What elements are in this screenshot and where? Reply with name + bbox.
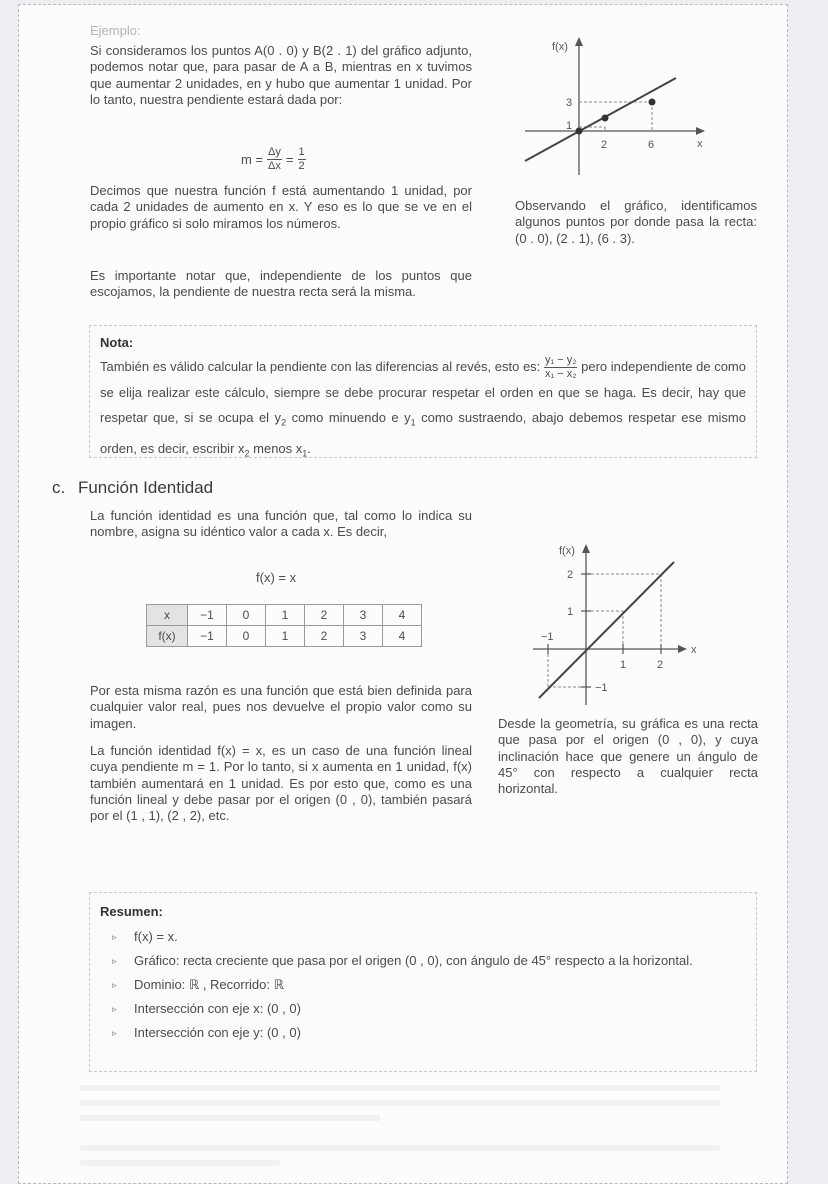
list-item [112,929,742,945]
list-item [112,1001,742,1017]
table-cell: 0 [227,626,266,647]
note-box [89,325,757,458]
table-cell: 0 [227,605,266,626]
identity-formula: f(x) = x [256,570,297,585]
y-tick-3: 3 [566,97,573,109]
subscript: 1 [302,448,308,459]
example-label: Ejemplo: [90,23,141,38]
table-cell: 1 [266,605,305,626]
subscript: 2 [244,448,250,459]
slope-formula [241,147,306,172]
triangle-bullet-icon: ▹ [112,932,117,942]
x-tick-neg1: −1 [541,631,554,643]
note-line1-end: pero [581,359,608,374]
table-row [147,605,422,626]
note-text-part: . [307,440,311,456]
summary-title: Resumen: [100,904,163,919]
values-table [146,604,422,647]
formula-lhs: m = [241,152,264,167]
table-cell: 2 [305,626,344,647]
subscript: 1 [410,417,416,428]
bleed-through-line [80,1115,380,1121]
x-tick-2: 2 [657,659,664,671]
table-cell: −1 [188,626,227,647]
y-axis-label: f(x) [559,545,575,557]
identity-paragraph-2: La función identidad f(x) = x, es un caso de una función lineal cuya pendiente m = 1. Por lo tanto, si x aumenta en 1 unidad, f(x) también aumentará en 1 unidad. Es por esto que, como es una función lineal y debe pasar por el origen (0 , 0), también pasará por el (1 , 1), (2 , 2), etc. [90,743,472,824]
fraction-denominator: Δx [268,160,281,172]
section-title: Función Identidad [77,478,214,497]
fraction-numerator: 1 [298,146,305,158]
note-text-part: independiente de como se elija realizar este cálculo, siempre se debe procurar respetar el orden en que se haga. Es decir, hay que respetar que, si se ocupa el y [100,359,746,426]
note-text-part: menos x [249,440,303,456]
bleed-through-line [80,1100,720,1106]
triangle-bullet-icon: ▹ [112,1004,117,1014]
fraction-denominator: 2 [298,160,305,172]
graph-1-caption: Observando el gráfico, identificamos algunos puntos por donde pasa la recta: (0 . 0), (2 . 1), (6 . 3). [515,198,757,246]
list-item [112,953,742,969]
note-text-part: como sustraendo, abajo debemos respetar ese mismo orden, es decir, escribir x [100,410,746,456]
table-cell: 4 [383,605,422,626]
x-tick-6: 6 [648,139,655,151]
list-item-text: f(x) = x. [134,929,178,944]
example-paragraph-1: Si consideramos los puntos A(0 . 0) y B(2 . 1) del gráfico adjunto, podemos notar que, para pasar de A a B, mientras en x tuvimos que aumentar 2 unidades, en y hubo que aumentar 1 unidad. Por lo tanto, nuestra pendiente estará dada por: [90,43,472,107]
example-paragraph-3: Es importante notar que, independiente de los puntos que escojamos, la pendiente de nuestra recta será la misma. [90,268,472,300]
note-text-part: como minuendo e y [286,410,411,426]
note-fraction [544,355,578,380]
x-tick-2: 2 [601,139,608,151]
y-tick-neg1: −1 [595,682,608,694]
list-item-text: Intersección con eje x: (0 , 0) [134,1001,301,1016]
table-cell: −1 [188,605,227,626]
identity-graph [515,535,725,705]
graph-2-caption: Desde la geometría, su gráfica es una recta que pasa por el origen (0 , 0), y cuya inclinación hace que genere un ángulo de 45° con respecto a cualquier recta horizontal. [498,716,758,797]
example-paragraph-2: Decimos que nuestra función f está aumentando 1 unidad, por cada 2 unidades de aumento en x. Y eso es lo que se ve en el propio gráfico si solo miramos los números. [90,183,472,231]
bleed-through-line [80,1085,720,1091]
subscript: 2 [281,417,287,428]
fraction-numerator: Δy [268,146,281,158]
fraction-numerator: y₁ − y₂ [544,354,577,367]
identity-paragraph-1: Por esta misma razón es una función que está bien definida para cualquier valor real, pues nos devuelve el propio valor como su imagen. [90,683,472,731]
list-item-text: Dominio: ℝ , Recorrido: ℝ [134,977,284,992]
table-row [147,626,422,647]
table-header-cell: x [147,605,188,626]
table-cell: 4 [383,626,422,647]
identity-intro: La función identidad es una función que, tal como lo indica su nombre, asigna su idéntico valor a cada x. Es decir, [90,508,472,540]
list-item-text: Intersección con eje y: (0 , 0) [134,1025,301,1040]
note-text [100,354,746,466]
fraction-dy-dx [267,147,282,172]
table-cell: 3 [344,605,383,626]
summary-box [89,892,757,1072]
slope-graph [500,30,760,180]
y-axis-label: f(x) [552,41,568,53]
fraction-denominator: x₁ − x₂ [544,368,577,381]
list-item [112,977,742,993]
x-axis-label: x [691,644,697,656]
list-item-text: Gráfico: recta creciente que pasa por el origen (0 , 0), con ángulo de 45° respecto a la horizontal. [134,953,693,968]
list-item [112,1025,742,1041]
table-cell: 2 [305,605,344,626]
x-tick-1: 1 [620,659,627,671]
section-heading [52,478,213,498]
y-tick-1: 1 [567,606,574,618]
note-line1-text: También es válido calcular la pendiente con las diferencias al revés, esto es: [100,359,541,374]
bleed-through-line [80,1145,720,1151]
triangle-bullet-icon: ▹ [112,956,117,966]
note-title: Nota: [100,335,134,350]
y-tick-2: 2 [567,569,574,581]
x-axis-label: x [697,138,703,150]
bleed-through-line [80,1160,280,1166]
table-cell: 1 [266,626,305,647]
summary-list [112,929,742,1049]
triangle-bullet-icon: ▹ [112,980,117,990]
table-header-cell: f(x) [147,626,188,647]
triangle-bullet-icon: ▹ [112,1028,117,1038]
y-tick-1: 1 [566,120,573,132]
section-letter: c. [52,478,66,497]
fraction-one-half [298,147,306,172]
formula-equals: = [285,152,294,167]
table-cell: 3 [344,626,383,647]
